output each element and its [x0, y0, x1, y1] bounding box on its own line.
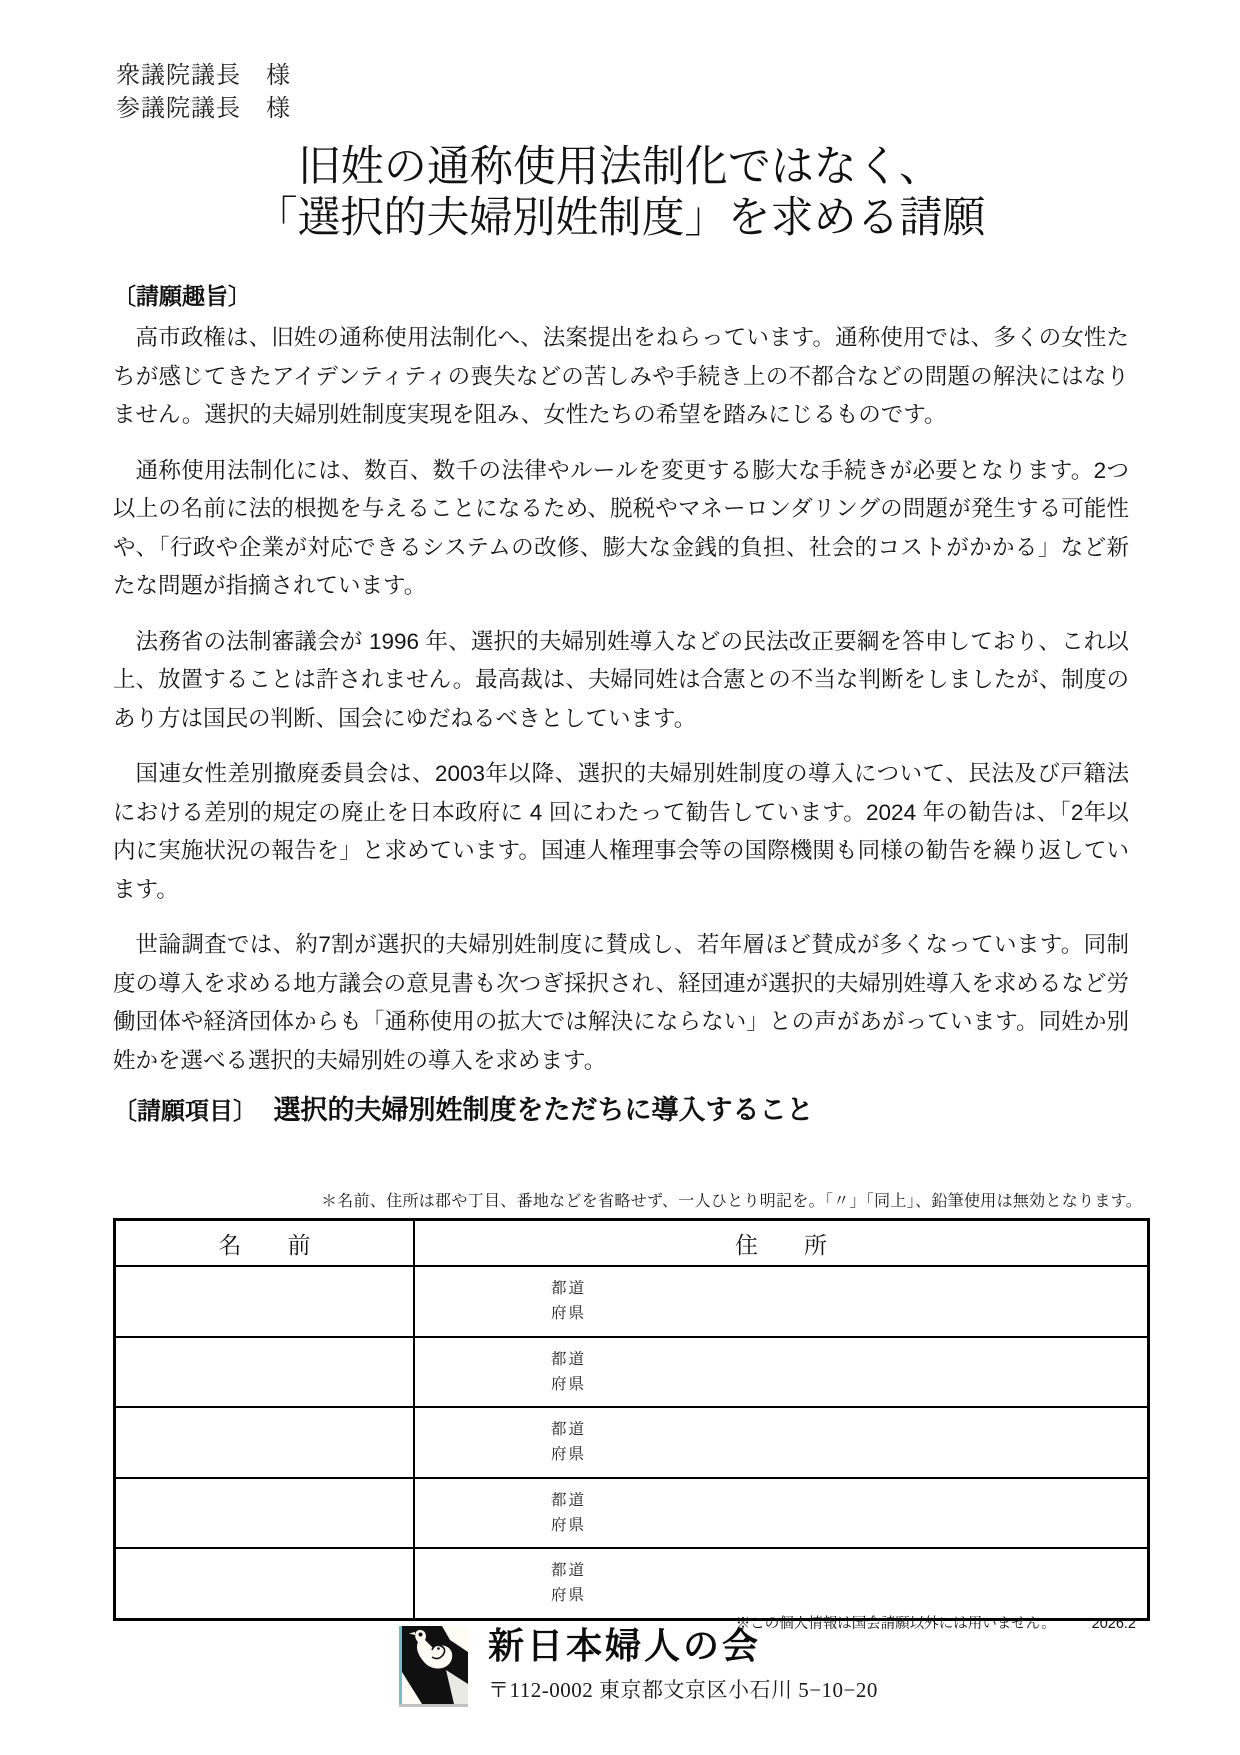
name-cell[interactable]: [115, 1548, 415, 1619]
header-name-column: 名 前: [115, 1220, 415, 1267]
petition-purpose-label: 〔請願趣旨〕: [113, 283, 251, 309]
signature-table-note: ＊名前、住所は郡や丁目、番地などを省略せず、一人ひとり明記を。「〃」「同上」、鉛筆使用は無効となります。: [320, 1193, 1142, 1210]
petition-item-label: 〔請願項目〕: [113, 1098, 257, 1125]
purpose-paragraph-1: 高市政権は、旧姓の通称使用法制化へ、法案提出をねらっています。通称使用では、多くの女性たちが感じてきたアイデンティティの喪失などの苦しみや手続き上の不都合などの問題の解決にはなりません。選択的夫婦別姓制度実現を阻み、女性たちの希望を踏みにじるものです。: [113, 325, 1129, 427]
purpose-paragraph-5: 世論調査では、約7割が選択的夫婦別姓制度に賛成し、若年層ほど賛成が多くなっています。同制度の導入を求める地方議会の意見書も次つぎ採択され、経団連が選択的夫婦別姓導入を求めるなど労働団体や経済団体からも「通称使用の拡大では解決にならない」との声があがっています。同姓か別姓かを選べる選択的夫婦別姓の導入を求めます。: [113, 932, 1129, 1073]
organization-block: [399, 1626, 878, 1704]
privacy-note: ※この個人情報は国会請願以外には用いません。: [735, 1616, 1056, 1632]
prefecture-label: 都道 府県: [551, 1491, 587, 1534]
table-row: [115, 1548, 1149, 1619]
name-cell[interactable]: [115, 1266, 415, 1337]
signature-table: [113, 1218, 1150, 1621]
address-cell[interactable]: [414, 1266, 1149, 1337]
table-row: [115, 1478, 1149, 1549]
petition-item-text: 選択的夫婦別姓制度をただちに導入すること: [273, 1095, 814, 1125]
purpose-paragraph-2: 通称使用法制化には、数百、数千の法律やルールを変更する膨大な手続きが必要となります。2つ以上の名前に法的根拠を与えることになるため、脱税やマネーロンダリングの問題が発生する可能性や、「行政や企業が対応できるシステムの改修、膨大な金銭的負担、社会的コストがかかる」など新たな問題が指摘されています。: [113, 457, 1129, 598]
title-line-2: 「選択的夫婦別姓制度」を求める請願: [254, 195, 986, 242]
table-row: [115, 1266, 1149, 1337]
organization-name: 新日本婦人の会: [488, 1626, 762, 1666]
address-cell[interactable]: [414, 1478, 1149, 1549]
purpose-paragraph-4: 国連女性差別撤廃委員会は、2003年以降、選択的夫婦別姓制度の導入について、民法及び戸籍法における差別的規定の廃止を日本政府に 4 回にわたって勧告しています。2024 年の勧告は、「2年以内に実施状況の報告を」と求めています。国連人権理事会等の国際機関も同様の勧告を繰り返しています。: [113, 761, 1129, 902]
table-row: [115, 1407, 1149, 1478]
signature-table-header-row: [115, 1220, 1149, 1267]
page-title: [0, 142, 1240, 244]
prefecture-label: 都道 府県: [551, 1280, 587, 1323]
title-line-1: 旧姓の通称使用法制化ではなく、: [297, 144, 943, 191]
prefecture-label: 都道 府県: [551, 1562, 587, 1605]
addressees: [116, 60, 291, 126]
issue-date: 2026.2: [1091, 1616, 1136, 1632]
header-address-column: 住 所: [414, 1220, 1149, 1267]
table-row: [115, 1337, 1149, 1408]
address-cell[interactable]: [414, 1407, 1149, 1478]
dove-logo-icon: [399, 1626, 468, 1704]
purpose-paragraph-3: 法務省の法制審議会が 1996 年、選択的夫婦別姓導入などの民法改正要綱を答申しており、これ以上、放置することは許されません。最高裁は、夫婦同姓は合憲との不当な判断をしましたが、制度のあり方は国民の判断、国会にゆだねるべきとしています。: [113, 628, 1129, 731]
organization-text: [488, 1626, 878, 1704]
addressee-house-of-representatives: 衆議院議長 様: [116, 63, 291, 89]
name-cell[interactable]: [115, 1407, 415, 1478]
name-cell[interactable]: [115, 1478, 415, 1549]
addressee-house-of-councillors: 参議院議長 様: [116, 96, 291, 122]
name-cell[interactable]: [115, 1337, 415, 1408]
address-cell[interactable]: [414, 1548, 1149, 1619]
organization-address: 〒112-0002 東京都文京区小石川 5−10−20: [488, 1678, 878, 1702]
prefecture-label: 都道 府県: [551, 1421, 587, 1464]
prefecture-label: 都道 府県: [551, 1350, 587, 1393]
address-cell[interactable]: [414, 1337, 1149, 1408]
petition-item-line: [113, 1088, 813, 1127]
petition-purpose-body: [113, 319, 1129, 1097]
